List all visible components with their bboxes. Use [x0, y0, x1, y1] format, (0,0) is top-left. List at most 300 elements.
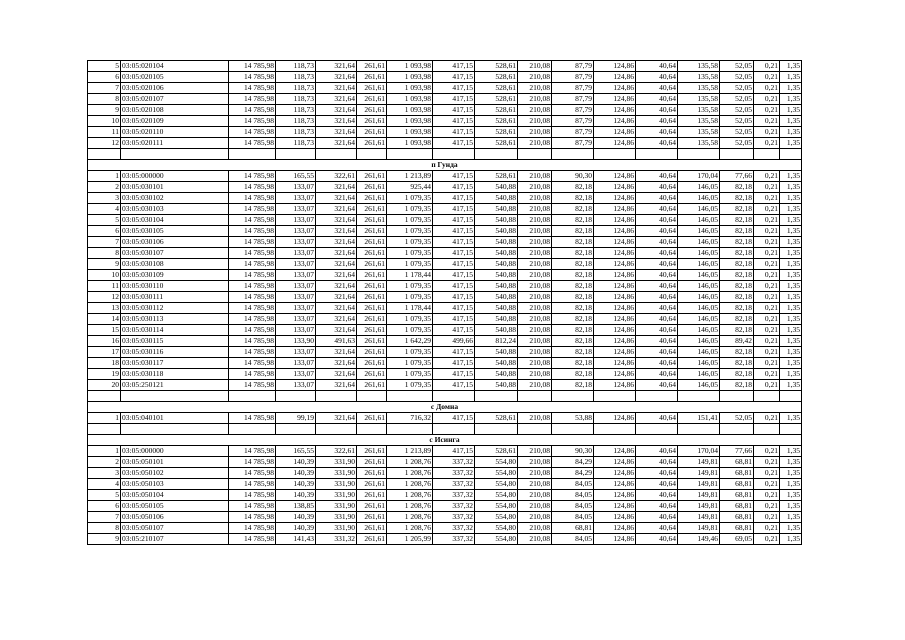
value-cell: 40,64	[636, 512, 678, 523]
empty-cell	[229, 424, 276, 435]
value-cell: 417,15	[433, 83, 475, 94]
table-row	[88, 336, 802, 347]
row-number-cell: 12	[88, 138, 121, 149]
value-cell: 528,61	[475, 413, 518, 424]
value-cell: 261,61	[357, 281, 387, 292]
empty-cell	[88, 391, 121, 402]
value-cell: 146,05	[678, 248, 720, 259]
value-cell: 540,88	[475, 248, 518, 259]
value-cell: 1 079,35	[387, 369, 433, 380]
value-cell: 118,73	[276, 127, 316, 138]
value-cell: 133,07	[276, 204, 316, 215]
value-cell: 554,80	[475, 479, 518, 490]
value-cell: 141,43	[276, 534, 316, 545]
empty-cell	[552, 424, 594, 435]
value-cell: 1,35	[780, 259, 802, 270]
empty-cell	[387, 424, 433, 435]
table-row	[88, 226, 802, 237]
cadastral-code-cell: 03:05:030114	[121, 325, 229, 336]
value-cell: 210,08	[518, 512, 552, 523]
row-number-cell: 18	[88, 358, 121, 369]
value-cell: 337,32	[433, 523, 475, 534]
value-cell: 1,35	[780, 336, 802, 347]
table-row	[88, 193, 802, 204]
cadastral-code-cell: 03:05:020106	[121, 83, 229, 94]
value-cell: 82,18	[552, 237, 594, 248]
cadastral-code-cell: 03:05:030116	[121, 347, 229, 358]
value-cell: 528,61	[475, 83, 518, 94]
value-cell: 40,64	[636, 501, 678, 512]
value-cell: 210,08	[518, 83, 552, 94]
value-cell: 261,61	[357, 413, 387, 424]
cadastral-code-cell: 03:05:030102	[121, 193, 229, 204]
value-cell: 321,64	[316, 215, 357, 226]
value-cell: 146,05	[678, 336, 720, 347]
value-cell: 14 785,98	[229, 490, 276, 501]
value-cell: 0,21	[754, 512, 780, 523]
value-cell: 417,15	[433, 347, 475, 358]
value-cell: 210,08	[518, 116, 552, 127]
value-cell: 0,21	[754, 479, 780, 490]
value-cell: 40,64	[636, 358, 678, 369]
value-cell: 321,64	[316, 248, 357, 259]
table-row	[88, 358, 802, 369]
value-cell: 0,21	[754, 237, 780, 248]
value-cell: 82,18	[720, 281, 754, 292]
value-cell: 68,81	[720, 490, 754, 501]
value-cell: 149,81	[678, 468, 720, 479]
value-cell: 14 785,98	[229, 226, 276, 237]
value-cell: 135,58	[678, 116, 720, 127]
row-number-cell: 2	[88, 182, 121, 193]
value-cell: 321,64	[316, 314, 357, 325]
value-cell: 321,64	[316, 259, 357, 270]
value-cell: 331,90	[316, 512, 357, 523]
value-cell: 540,88	[475, 237, 518, 248]
value-cell: 82,18	[720, 380, 754, 391]
value-cell: 82,18	[720, 325, 754, 336]
value-cell: 133,07	[276, 237, 316, 248]
value-cell: 124,86	[594, 490, 636, 501]
value-cell: 40,64	[636, 523, 678, 534]
blank-row	[88, 149, 802, 160]
row-number-cell: 10	[88, 116, 121, 127]
cadastral-code-cell: 03:05:210107	[121, 534, 229, 545]
value-cell: 124,86	[594, 171, 636, 182]
value-cell: 146,05	[678, 314, 720, 325]
row-number-cell: 5	[88, 215, 121, 226]
row-number-cell: 7	[88, 237, 121, 248]
value-cell: 14 785,98	[229, 193, 276, 204]
value-cell: 82,18	[552, 347, 594, 358]
value-cell: 146,05	[678, 292, 720, 303]
blank-row	[88, 424, 802, 435]
value-cell: 1 213,89	[387, 171, 433, 182]
value-cell: 0,21	[754, 347, 780, 358]
value-cell: 331,90	[316, 501, 357, 512]
value-cell: 321,64	[316, 226, 357, 237]
value-cell: 82,18	[720, 259, 754, 270]
empty-cell	[387, 391, 433, 402]
value-cell: 0,21	[754, 215, 780, 226]
value-cell: 210,08	[518, 303, 552, 314]
value-cell: 82,18	[720, 248, 754, 259]
value-cell: 1 093,98	[387, 83, 433, 94]
value-cell: 133,07	[276, 358, 316, 369]
value-cell: 0,21	[754, 94, 780, 105]
row-number-cell: 5	[88, 490, 121, 501]
value-cell: 261,61	[357, 270, 387, 281]
value-cell: 0,21	[754, 314, 780, 325]
value-cell: 210,08	[518, 193, 552, 204]
value-cell: 337,32	[433, 534, 475, 545]
value-cell: 321,64	[316, 105, 357, 116]
value-cell: 417,15	[433, 193, 475, 204]
value-cell: 82,18	[720, 303, 754, 314]
value-cell: 1 079,35	[387, 325, 433, 336]
value-cell: 1 208,76	[387, 468, 433, 479]
value-cell: 69,05	[720, 534, 754, 545]
empty-cell	[518, 424, 552, 435]
row-number-cell: 6	[88, 501, 121, 512]
row-number-cell: 10	[88, 270, 121, 281]
value-cell: 68,81	[720, 501, 754, 512]
value-cell: 133,07	[276, 226, 316, 237]
empty-cell	[276, 149, 316, 160]
empty-cell	[229, 149, 276, 160]
value-cell: 82,18	[720, 358, 754, 369]
value-cell: 210,08	[518, 336, 552, 347]
value-cell: 14 785,98	[229, 281, 276, 292]
table-row	[88, 127, 802, 138]
value-cell: 210,08	[518, 380, 552, 391]
value-cell: 0,21	[754, 369, 780, 380]
value-cell: 210,08	[518, 490, 552, 501]
table-row	[88, 72, 802, 83]
row-number-cell: 1	[88, 171, 121, 182]
value-cell: 1 093,98	[387, 127, 433, 138]
value-cell: 87,79	[552, 94, 594, 105]
cadastral-code-cell: 03:05:000000	[121, 446, 229, 457]
value-cell: 1,35	[780, 204, 802, 215]
value-cell: 0,21	[754, 446, 780, 457]
value-cell: 140,39	[276, 468, 316, 479]
value-cell: 118,73	[276, 83, 316, 94]
value-cell: 1,35	[780, 457, 802, 468]
value-cell: 124,86	[594, 138, 636, 149]
value-cell: 84,05	[552, 479, 594, 490]
value-cell: 1,35	[780, 94, 802, 105]
value-cell: 124,86	[594, 116, 636, 127]
value-cell: 40,64	[636, 248, 678, 259]
value-cell: 1,35	[780, 237, 802, 248]
value-cell: 554,80	[475, 468, 518, 479]
value-cell: 14 785,98	[229, 138, 276, 149]
cadastral-code-cell: 03:05:030115	[121, 336, 229, 347]
cadastral-code-cell: 03:05:030111	[121, 292, 229, 303]
value-cell: 321,64	[316, 347, 357, 358]
value-cell: 124,86	[594, 215, 636, 226]
value-cell: 124,86	[594, 314, 636, 325]
value-cell: 331,90	[316, 523, 357, 534]
value-cell: 321,64	[316, 303, 357, 314]
table-row	[88, 303, 802, 314]
row-number-cell: 3	[88, 193, 121, 204]
value-cell: 417,15	[433, 248, 475, 259]
value-cell: 87,79	[552, 105, 594, 116]
value-cell: 540,88	[475, 204, 518, 215]
value-cell: 554,80	[475, 457, 518, 468]
value-cell: 118,73	[276, 105, 316, 116]
empty-cell	[229, 391, 276, 402]
value-cell: 14 785,98	[229, 369, 276, 380]
cadastral-code-cell: 03:05:020109	[121, 116, 229, 127]
value-cell: 321,64	[316, 413, 357, 424]
value-cell: 133,07	[276, 292, 316, 303]
value-cell: 321,64	[316, 83, 357, 94]
row-number-cell: 11	[88, 281, 121, 292]
value-cell: 1,35	[780, 72, 802, 83]
empty-cell	[88, 149, 121, 160]
value-cell: 40,64	[636, 270, 678, 281]
value-cell: 135,58	[678, 61, 720, 72]
empty-cell	[316, 424, 357, 435]
value-cell: 554,80	[475, 501, 518, 512]
value-cell: 146,05	[678, 347, 720, 358]
value-cell: 210,08	[518, 281, 552, 292]
blank-row	[88, 391, 802, 402]
section-title: с Исинга	[88, 435, 802, 446]
value-cell: 82,18	[552, 369, 594, 380]
value-cell: 554,80	[475, 523, 518, 534]
value-cell: 1,35	[780, 215, 802, 226]
cadastral-code-cell: 03:05:030113	[121, 314, 229, 325]
table-row	[88, 259, 802, 270]
value-cell: 52,05	[720, 61, 754, 72]
value-cell: 261,61	[357, 490, 387, 501]
row-number-cell: 4	[88, 204, 121, 215]
value-cell: 140,39	[276, 490, 316, 501]
value-cell: 528,61	[475, 61, 518, 72]
cadastral-code-cell: 03:05:050105	[121, 501, 229, 512]
value-cell: 82,18	[552, 259, 594, 270]
value-cell: 540,88	[475, 303, 518, 314]
value-cell: 1 079,35	[387, 292, 433, 303]
value-cell: 210,08	[518, 501, 552, 512]
value-cell: 149,81	[678, 523, 720, 534]
value-cell: 499,66	[433, 336, 475, 347]
value-cell: 0,21	[754, 193, 780, 204]
value-cell: 528,61	[475, 127, 518, 138]
value-cell: 417,15	[433, 94, 475, 105]
value-cell: 124,86	[594, 457, 636, 468]
value-cell: 14 785,98	[229, 336, 276, 347]
value-cell: 40,64	[636, 380, 678, 391]
value-cell: 0,21	[754, 171, 780, 182]
value-cell: 331,32	[316, 534, 357, 545]
empty-cell	[780, 149, 802, 160]
table-row	[88, 457, 802, 468]
value-cell: 14 785,98	[229, 314, 276, 325]
value-cell: 417,15	[433, 270, 475, 281]
empty-cell	[121, 391, 229, 402]
value-cell: 337,32	[433, 512, 475, 523]
value-cell: 337,32	[433, 501, 475, 512]
empty-cell	[276, 391, 316, 402]
value-cell: 40,64	[636, 413, 678, 424]
cadastral-code-cell: 03:05:030109	[121, 270, 229, 281]
value-cell: 1 093,98	[387, 138, 433, 149]
table-row	[88, 369, 802, 380]
value-cell: 14 785,98	[229, 303, 276, 314]
value-cell: 1 208,76	[387, 457, 433, 468]
table-row	[88, 446, 802, 457]
value-cell: 82,18	[552, 336, 594, 347]
value-cell: 1 205,99	[387, 534, 433, 545]
value-cell: 1 079,35	[387, 358, 433, 369]
value-cell: 40,64	[636, 347, 678, 358]
value-cell: 528,61	[475, 94, 518, 105]
value-cell: 528,61	[475, 138, 518, 149]
value-cell: 146,05	[678, 380, 720, 391]
empty-cell	[720, 424, 754, 435]
value-cell: 1 208,76	[387, 523, 433, 534]
value-cell: 321,64	[316, 127, 357, 138]
value-cell: 40,64	[636, 281, 678, 292]
value-cell: 124,86	[594, 479, 636, 490]
value-cell: 40,64	[636, 83, 678, 94]
value-cell: 0,21	[754, 105, 780, 116]
value-cell: 210,08	[518, 347, 552, 358]
value-cell: 322,61	[316, 171, 357, 182]
value-cell: 1,35	[780, 61, 802, 72]
value-cell: 417,15	[433, 182, 475, 193]
empty-cell	[678, 391, 720, 402]
table-row	[88, 292, 802, 303]
value-cell: 417,15	[433, 138, 475, 149]
table-row	[88, 380, 802, 391]
value-cell: 261,61	[357, 83, 387, 94]
value-cell: 84,05	[552, 490, 594, 501]
value-cell: 1 093,98	[387, 61, 433, 72]
value-cell: 321,64	[316, 138, 357, 149]
empty-cell	[780, 391, 802, 402]
value-cell: 52,05	[720, 72, 754, 83]
value-cell: 14 785,98	[229, 270, 276, 281]
value-cell: 210,08	[518, 534, 552, 545]
value-cell: 135,58	[678, 105, 720, 116]
value-cell: 68,81	[720, 523, 754, 534]
value-cell: 1 079,35	[387, 237, 433, 248]
value-cell: 210,08	[518, 105, 552, 116]
cadastral-code-cell: 03:05:030106	[121, 237, 229, 248]
value-cell: 14 785,98	[229, 171, 276, 182]
table-row	[88, 523, 802, 534]
value-cell: 14 785,98	[229, 204, 276, 215]
table-row	[88, 325, 802, 336]
value-cell: 261,61	[357, 204, 387, 215]
value-cell: 1,35	[780, 281, 802, 292]
value-cell: 1,35	[780, 226, 802, 237]
value-cell: 40,64	[636, 138, 678, 149]
value-cell: 210,08	[518, 215, 552, 226]
value-cell: 0,21	[754, 457, 780, 468]
value-cell: 118,73	[276, 116, 316, 127]
value-cell: 146,05	[678, 182, 720, 193]
table-body	[88, 61, 802, 545]
value-cell: 1 208,76	[387, 490, 433, 501]
value-cell: 90,30	[552, 446, 594, 457]
value-cell: 82,18	[720, 270, 754, 281]
value-cell: 40,64	[636, 61, 678, 72]
value-cell: 0,21	[754, 138, 780, 149]
table-row	[88, 61, 802, 72]
value-cell: 124,86	[594, 226, 636, 237]
value-cell: 261,61	[357, 215, 387, 226]
cadastral-code-cell: 03:05:030118	[121, 369, 229, 380]
row-number-cell: 9	[88, 105, 121, 116]
row-number-cell: 17	[88, 347, 121, 358]
value-cell: 82,18	[720, 182, 754, 193]
value-cell: 133,07	[276, 314, 316, 325]
value-cell: 1,35	[780, 501, 802, 512]
empty-cell	[720, 391, 754, 402]
value-cell: 1,35	[780, 314, 802, 325]
value-cell: 1 178,44	[387, 270, 433, 281]
value-cell: 1 079,35	[387, 314, 433, 325]
table-row	[88, 215, 802, 226]
table-row	[88, 468, 802, 479]
value-cell: 331,90	[316, 479, 357, 490]
value-cell: 14 785,98	[229, 105, 276, 116]
cadastral-code-cell: 03:05:030105	[121, 226, 229, 237]
value-cell: 118,73	[276, 138, 316, 149]
value-cell: 14 785,98	[229, 127, 276, 138]
value-cell: 540,88	[475, 314, 518, 325]
table-row	[88, 237, 802, 248]
value-cell: 0,21	[754, 468, 780, 479]
empty-cell	[552, 149, 594, 160]
value-cell: 90,30	[552, 171, 594, 182]
value-cell: 118,73	[276, 61, 316, 72]
table-row	[88, 501, 802, 512]
cadastral-code-cell: 03:05:050101	[121, 457, 229, 468]
value-cell: 82,18	[552, 292, 594, 303]
table-row	[88, 479, 802, 490]
value-cell: 417,15	[433, 369, 475, 380]
value-cell: 210,08	[518, 248, 552, 259]
value-cell: 1 208,76	[387, 501, 433, 512]
value-cell: 322,61	[316, 446, 357, 457]
value-cell: 146,05	[678, 303, 720, 314]
value-cell: 417,15	[433, 171, 475, 182]
cadastral-code-cell: 03:05:050104	[121, 490, 229, 501]
value-cell: 0,21	[754, 61, 780, 72]
value-cell: 52,05	[720, 138, 754, 149]
value-cell: 210,08	[518, 270, 552, 281]
value-cell: 82,18	[552, 182, 594, 193]
value-cell: 14 785,98	[229, 325, 276, 336]
value-cell: 210,08	[518, 138, 552, 149]
empty-cell	[780, 424, 802, 435]
value-cell: 417,15	[433, 72, 475, 83]
empty-cell	[433, 391, 475, 402]
value-cell: 261,61	[357, 347, 387, 358]
value-cell: 261,61	[357, 512, 387, 523]
value-cell: 210,08	[518, 259, 552, 270]
value-cell: 149,81	[678, 479, 720, 490]
value-cell: 124,86	[594, 270, 636, 281]
